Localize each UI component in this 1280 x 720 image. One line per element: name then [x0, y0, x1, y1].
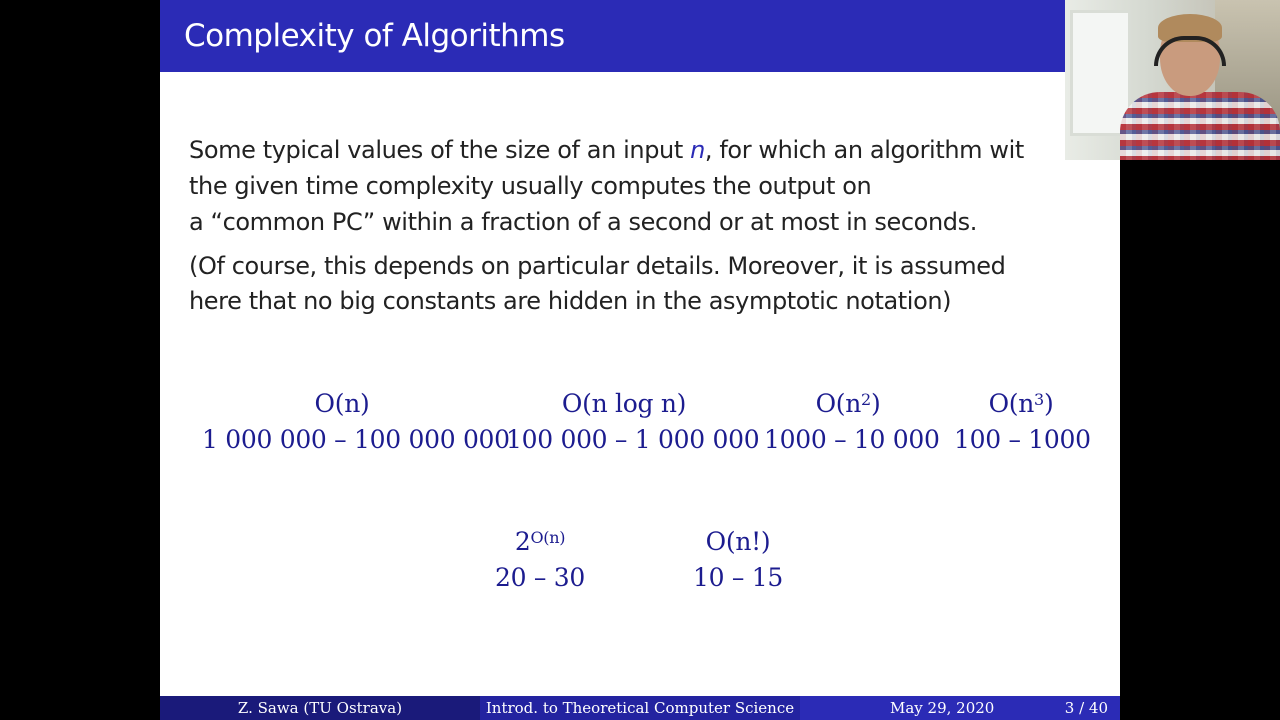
complexity-expression: $2^{O(n)}$ — [514, 527, 566, 556]
complexity-linear — [202, 386, 510, 458]
complexity-expression: $O(n^3)$ — [988, 389, 1054, 418]
paragraph-2-line-2: here that no big constants are hidden in the asymptotic notation) — [189, 287, 952, 315]
paragraph-2-line-1: (Of course, this depends on particular details. Moreover, it is assumed — [189, 252, 1006, 280]
complexity-cubic — [954, 386, 1091, 458]
complexity-range: 1000 – 10 000 — [764, 425, 940, 454]
footer-author: Z. Sawa (TU Ostrava) — [160, 696, 480, 720]
complexity-exponential — [490, 524, 590, 596]
slide-title: Complexity of Algorithms — [184, 18, 565, 54]
paragraph-1-line-3: a “common PC” within a fraction of a second or at most in seconds. — [189, 208, 977, 236]
presenter-shirt — [1120, 92, 1280, 160]
footer-date-page — [800, 696, 1120, 720]
slide — [160, 0, 1120, 720]
footer-course: Introd. to Theoretical Computer Science — [480, 696, 800, 720]
complexity-factorial — [688, 524, 788, 596]
complexity-range: 1 000 000 – 100 000 000 — [202, 425, 510, 454]
complexity-expression: O(n log n) — [561, 389, 687, 418]
complexity-expression: O(n) — [314, 389, 370, 418]
variable-n: n — [690, 136, 705, 164]
complexity-range: 100 – 1000 — [954, 425, 1091, 454]
complexity-expression: O(n!) — [705, 527, 771, 556]
footer-date: May 29, 2020 — [890, 699, 995, 717]
footer-bar — [160, 696, 1120, 720]
complexity-n-log-n — [506, 386, 760, 458]
complexity-quadratic — [764, 386, 940, 458]
webcam-overlay — [1065, 0, 1280, 160]
text-segment: , for which an algorithm wit — [704, 136, 1024, 164]
footer-page-number: 3 / 40 — [1064, 699, 1108, 717]
complexity-expression: $O(n^2)$ — [815, 389, 881, 418]
complexity-range: 20 – 30 — [495, 563, 585, 592]
paragraph-1-line-2: the given time complexity usually computes the output on — [189, 172, 872, 200]
complexity-range: 100 000 – 1 000 000 — [506, 425, 760, 454]
paragraph-1-line-1 — [189, 132, 1024, 168]
text-segment: Some typical values of the size of an input — [189, 136, 691, 164]
complexity-range: 10 – 15 — [693, 563, 783, 592]
title-bar — [160, 0, 1120, 72]
